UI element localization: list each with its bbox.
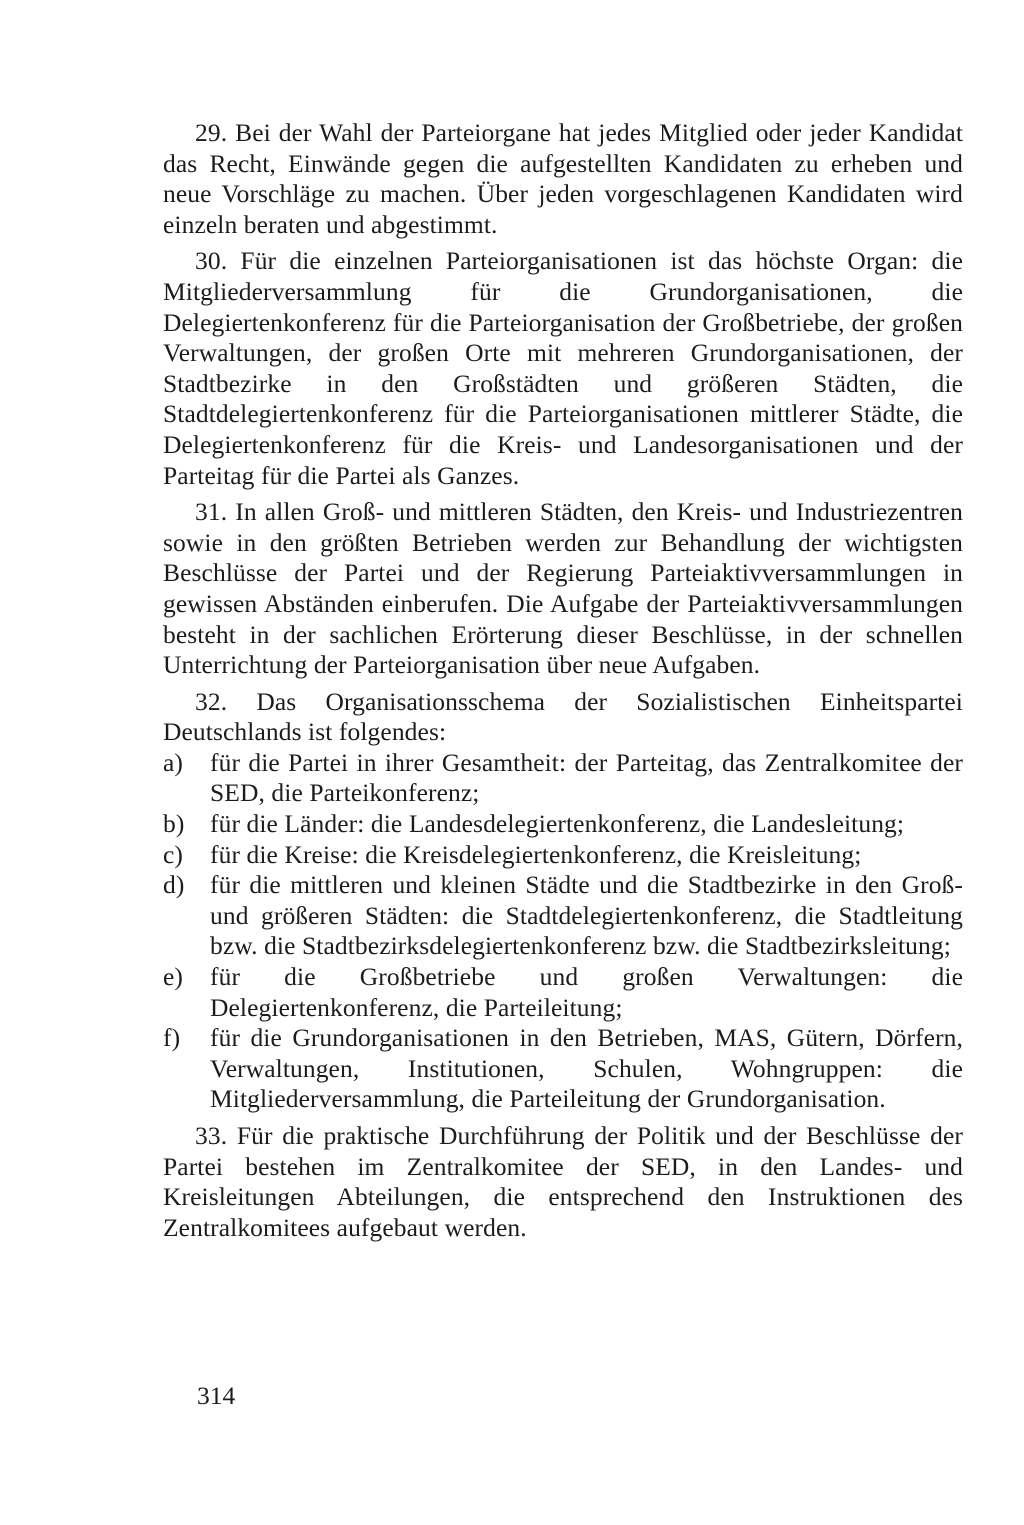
list-item-text: für die Partei in ihrer Gesamtheit: der Parteitag, das Zentralkomitee der SED, die Parteikonferenz; [210, 747, 963, 808]
list-marker: d) [163, 870, 185, 900]
organization-scheme-list [163, 748, 963, 1115]
list-item-text: für die Kreise: die Kreisdelegiertenkonferenz, die Kreisleitung; [210, 839, 862, 869]
list-marker: f) [163, 1023, 181, 1053]
list-item-d [163, 870, 963, 962]
list-marker: c) [163, 839, 184, 869]
body-text [163, 118, 963, 1249]
list-marker: b) [163, 809, 185, 839]
list-item-a [163, 748, 963, 809]
page-number: 314 [197, 1381, 236, 1410]
list-item-c [163, 840, 963, 871]
paragraph-33: 33. Für die praktische Durchführung der Politik und der Beschlüsse der Partei bestehen im Zentralkomitee der SED, in den Landes- und Kreisleitungen Abteilungen, die entsprechend den Instruktionen des Zentralkomitees aufgebaut werden. [163, 1121, 963, 1242]
paragraph-32-intro: 32. Das Organisationsschema der Sozialistischen Einheitspartei Deutschlands ist folgendes: [163, 686, 963, 747]
list-item-text: für die Großbetriebe und großen Verwaltungen: die Delegiertenkonferenz, die Parteileitung; [210, 962, 963, 1022]
paragraph-29: 29. Bei der Wahl der Parteiorgane hat jedes Mitglied oder jeder Kandidat das Recht, Einwände gegen die aufgestellten Kandidaten zu erheben und neue Vorschläge zu machen. Über jeden vorgeschlagenen Kandidaten wird einzeln beraten und abgestimmt. [163, 118, 963, 239]
list-marker: a) [163, 747, 184, 777]
list-item-text: für die mittleren und kleinen Städte und die Stadtbezirke in den Groß- und größeren Städten: die Stadtdelegiertenkonferenz, die Stadtleitung bzw. die Stadtbezirksdelegiertenkonferenz bzw. die Stadtbezirksleitung; [210, 870, 963, 961]
list-item-text: für die Länder: die Landesdelegiertenkonferenz, die Landesleitung; [210, 809, 905, 839]
list-item-f [163, 1023, 963, 1115]
paragraph-30: 30. Für die einzelnen Parteiorganisationen ist das höchste Organ: die Mitgliederversammlung für die Grundorganisationen, die Delegiertenkonferenz für die Parteiorganisation der Großbetriebe, der großen Verwaltungen, der großen Orte mit mehreren Grundorganisationen, der Stadtbezirke in den Großstädten und größeren Städten, die Stadtdelegiertenkonferenz für die Parteiorganisationen mittlerer Städte, die Delegiertenkonferenz für die Kreis- und Landesorganisationen und der Parteitag für die Partei als Ganzes. [163, 246, 963, 490]
paragraph-31: 31. In allen Groß- und mittleren Städten, den Kreis- und Industriezentren sowie in den größten Betrieben werden zur Behandlung der wichtigsten Beschlüsse der Partei und der Regierung Parteiaktivversammlungen in gewissen Abständen einberufen. Die Aufgabe der Parteiaktivversammlungen besteht in der sachlichen Erörterung dieser Beschlüsse, in der schnellen Unterrichtung der Parteiorganisation über neue Aufgaben. [163, 497, 963, 680]
list-item-e [163, 962, 963, 1023]
list-item-b [163, 809, 963, 840]
list-item-text: für die Grundorganisationen in den Betrieben, MAS, Gütern, Dörfern, Verwaltungen, Institutionen, Schulen, Wohngruppen: die Mitgliederversammlung, die Parteileitung der Grundorganisation. [210, 1023, 963, 1114]
list-marker: e) [163, 962, 184, 992]
